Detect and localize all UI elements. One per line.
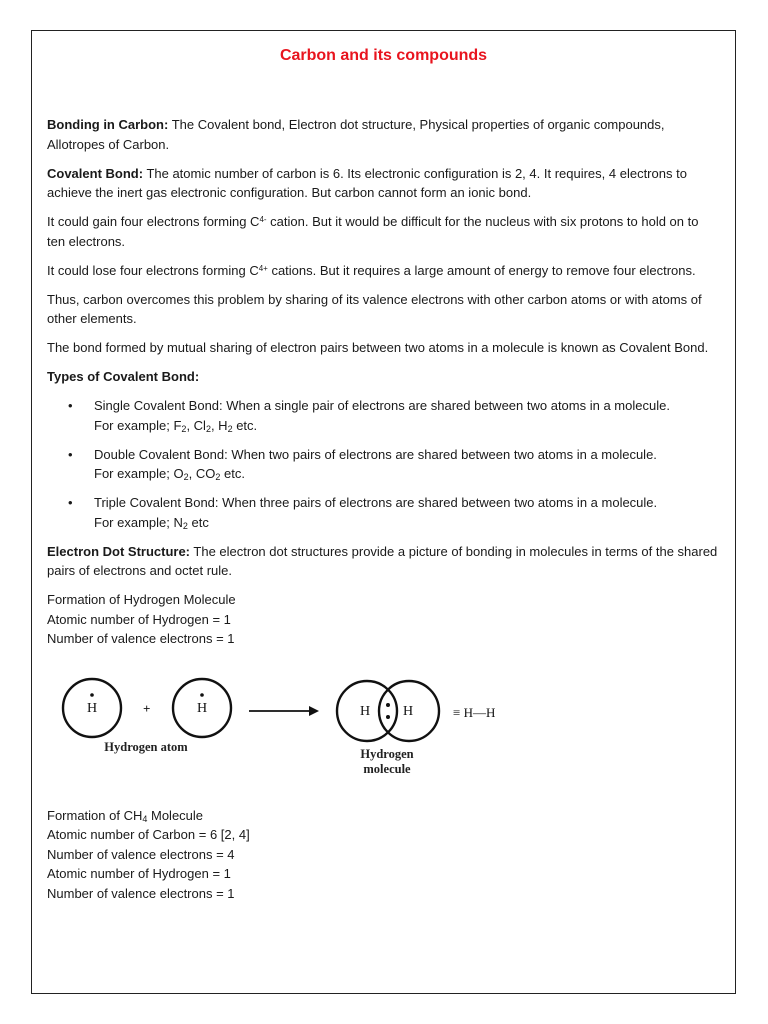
double-example-pre: For example; O <box>94 466 184 481</box>
lose-superscript: 4+ <box>258 263 268 273</box>
molecule-letter-left: H <box>360 703 371 719</box>
single-sub-2: 2 <box>205 423 211 434</box>
hydrogen-molecule-caption-1: Hydrogen <box>360 746 414 761</box>
types-heading <box>47 367 719 387</box>
triple-example-pre: For example; N <box>94 514 183 530</box>
methane-heading-post: Molecule <box>147 807 204 823</box>
single-example-mid-1: , Cl <box>186 417 206 433</box>
single-example-post: etc. <box>232 417 258 433</box>
methane-line-4: Number of valence electrons = 1 <box>47 885 235 901</box>
lose-paragraph <box>47 261 719 281</box>
double-bond-text: Double Covalent Bond: When two pairs of electrons are shared between two atoms in a molecule. <box>94 446 657 462</box>
list-item-single <box>47 396 719 435</box>
single-sub-1: 2 <box>181 423 187 434</box>
methane-heading-sub: 4 <box>142 813 148 824</box>
triple-sub-1: 2 <box>182 520 188 531</box>
hydrogen-line-2: Number of valence electrons = 1 <box>47 631 235 646</box>
single-example-mid-2: , H <box>210 417 228 433</box>
covalent-paragraph <box>47 164 719 203</box>
methane-line-2: Number of valence electrons = 4 <box>47 846 235 862</box>
methane-heading <box>47 806 719 826</box>
lose-text-pre: It could lose four electrons forming C <box>47 262 259 278</box>
equivalent-structure: ≡ H—H <box>453 704 496 720</box>
methane-block <box>47 806 719 904</box>
document-title: Carbon and its compounds <box>279 47 488 64</box>
list-item-triple <box>47 493 719 532</box>
double-sub-2: 2 <box>215 472 221 482</box>
molecule-letter-right: H <box>403 703 414 719</box>
covalent-text: The atomic number of carbon is 6. Its electronic configuration is 2, 4. It requires, 4 electrons to achieve the inert gas electronic configuration. But carbon cannot form an ionic bond. <box>47 165 687 200</box>
gain-superscript: 4- <box>259 215 267 224</box>
double-example-mid-1: , CO <box>188 466 216 481</box>
lose-text-post: cations. But it requires a large amount of energy to remove four electrons. <box>267 262 696 278</box>
methane-line-3: Atomic number of Hydrogen = 1 <box>47 866 231 881</box>
atom-letter-2: H <box>197 700 208 716</box>
hydrogen-atom-caption: Hydrogen atom <box>104 739 188 754</box>
dot-structure-label: Electron Dot Structure: <box>47 543 191 559</box>
single-example-pre: For example; F <box>94 417 182 433</box>
hydrogen-line-1: Atomic number of Hydrogen = 1 <box>47 611 231 627</box>
atom-letter-1: H <box>87 700 98 716</box>
bond-definition-paragraph: The bond formed by mutual sharing of electron pairs between two atoms in a molecule is known as Covalent Bond. <box>47 340 709 355</box>
plus-sign: + <box>143 700 151 716</box>
triple-bond-text: Triple Covalent Bond: When three pairs of electrons are shared between two atoms in a molecule. <box>94 495 658 510</box>
bonding-label: Bonding in Carbon: <box>47 117 169 132</box>
hydrogen-block <box>47 590 719 649</box>
electron-dot-2 <box>200 693 204 697</box>
electron-dot-1 <box>90 693 94 697</box>
single-bond-text: Single Covalent Bond: When a single pair of electrons are shared between two atoms in a molecule. <box>94 398 670 413</box>
dot-structure-paragraph <box>47 542 719 581</box>
methane-heading-pre: Formation of CH <box>47 807 143 823</box>
hydrogen-heading: Formation of Hydrogen Molecule <box>47 592 236 607</box>
single-sub-3: 2 <box>227 423 233 434</box>
gain-text-post: cation. But it would be difficult for the nucleus with six protons to hold on to ten electrons. <box>47 214 699 249</box>
covalent-label: Covalent Bond: <box>47 165 144 181</box>
shared-electron-dot-2 <box>386 715 390 719</box>
thus-paragraph: Thus, carbon overcomes this problem by sharing of its valence electrons with other carbon atoms or with atoms of other elements. <box>47 291 702 326</box>
double-example-post: etc. <box>220 466 245 481</box>
hydrogen-molecule-figure <box>47 668 719 796</box>
types-heading-text: Types of Covalent Bond: <box>47 369 200 384</box>
document-page <box>31 30 736 994</box>
triple-example-post: etc <box>187 514 209 530</box>
document-body <box>47 115 719 903</box>
bond-types-list <box>47 396 719 532</box>
hydrogen-molecule-caption-2: molecule <box>363 761 411 776</box>
gain-paragraph <box>47 212 719 251</box>
reaction-arrow-head <box>309 706 319 716</box>
shared-electron-dot-1 <box>386 703 390 707</box>
bonding-text: The Covalent bond, Electron dot structure, Physical properties of organic compounds, Allotropes of Carbon. <box>47 117 665 152</box>
methane-line-1: Atomic number of Carbon = 6 [2, 4] <box>47 827 250 842</box>
bonding-paragraph <box>47 115 719 154</box>
double-sub-1: 2 <box>183 472 189 482</box>
gain-text-pre: It could gain four electrons forming C <box>47 214 260 229</box>
dot-structure-text: The electron dot structures provide a picture of bonding in molecules in terms of the shared pairs of electrons and octet rule. <box>47 543 718 578</box>
list-item-double <box>47 445 719 484</box>
